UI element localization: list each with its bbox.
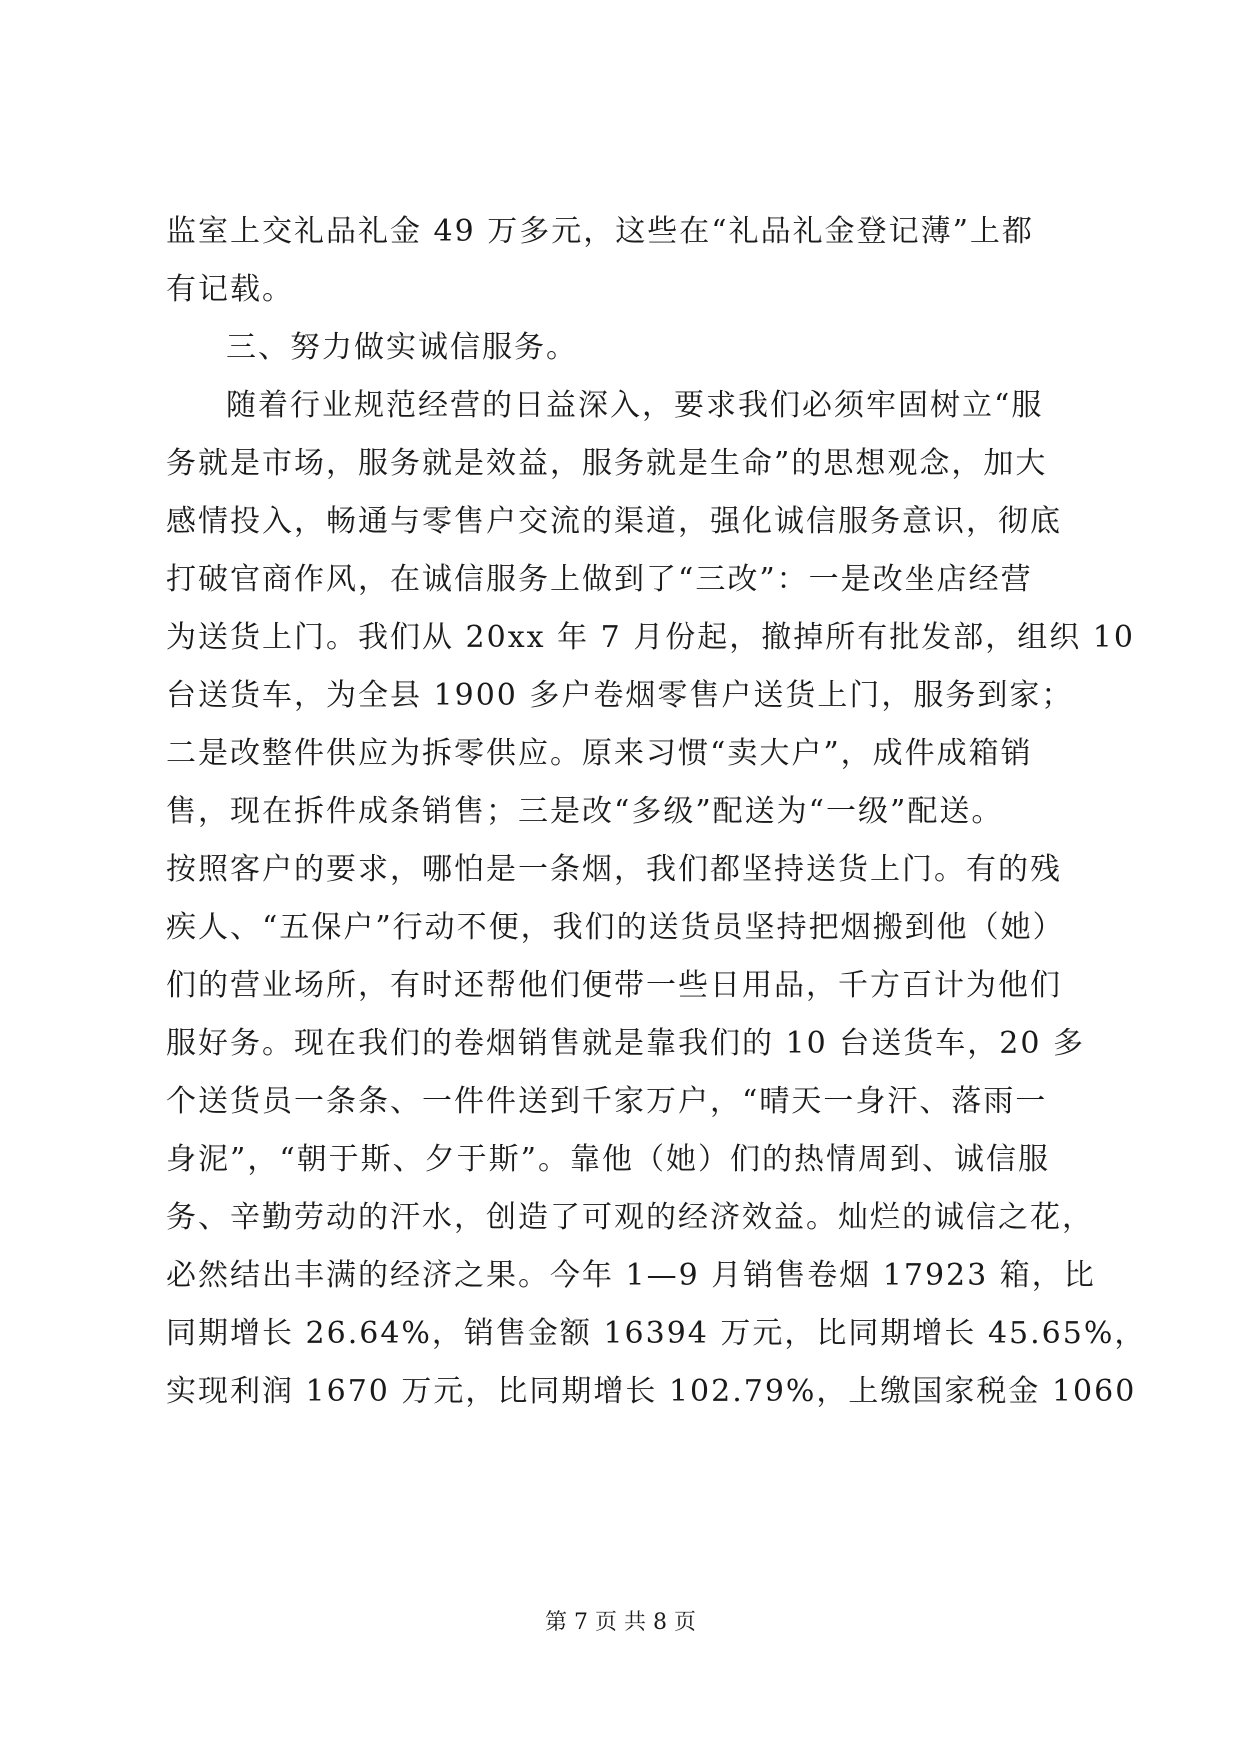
text-line: 有记载。 bbox=[166, 272, 294, 307]
text-line: 务就是市场，服务就是效益，服务就是生命”的思想观念，加大 bbox=[166, 446, 1048, 481]
text-line: 台送货车，为全县 1900 多户卷烟零售户送货上门，服务到家； bbox=[166, 678, 1074, 713]
text-line: 必然结出丰满的经济之果。今年 1—9 月销售卷烟 17923 箱，比 bbox=[166, 1258, 1096, 1293]
text-line: 疾人、“五保户”行动不便，我们的送货员坚持把烟搬到他（她） bbox=[166, 910, 1065, 945]
text-line: 实现利润 1670 万元，比同期增长 102.79%，上缴国家税金 1060 bbox=[166, 1374, 1137, 1409]
text-line: 二是改整件供应为拆零供应。原来习惯“卖大户”，成件成箱销 bbox=[166, 736, 1033, 771]
text-line: 同期增长 26.64%，销售金额 16394 万元，比同期增长 45.65%， bbox=[166, 1316, 1147, 1351]
text-line: 售，现在拆件成条销售；三是改“多级”配送为“一级”配送。 bbox=[166, 794, 1004, 829]
text-line: 打破官商作风，在诚信服务上做到了“三改”：一是改坐店经营 bbox=[166, 562, 1033, 597]
text-line: 服好务。现在我们的卷烟销售就是靠我们的 10 台送货车，20 多 bbox=[166, 1026, 1085, 1061]
paragraph-first-line: 随着行业规范经营的日益深入，要求我们必须牢固树立“服 bbox=[226, 388, 1044, 423]
text-line: 们的营业场所，有时还帮他们便带一些日用品，千方百计为他们 bbox=[166, 968, 1062, 1003]
text-line: 为送货上门。我们从 20xx 年 7 月份起，撤掉所有批发部，组织 10 bbox=[166, 620, 1135, 655]
page-footer: 第 7 页 共 8 页 bbox=[545, 1610, 696, 1635]
text-line: 感情投入，畅通与零售户交流的渠道，强化诚信服务意识，彻底 bbox=[166, 504, 1062, 539]
text-line: 按照客户的要求，哪怕是一条烟，我们都坚持送货上门。有的残 bbox=[166, 852, 1062, 887]
text-line: 身泥”，“朝于斯、夕于斯”。靠他（她）们的热情周到、诚信服 bbox=[166, 1142, 1051, 1177]
text-line: 务、辛勤劳动的汗水，创造了可观的经济效益。灿烂的诚信之花， bbox=[166, 1200, 1094, 1235]
text-line: 个送货员一条条、一件件送到千家万户，“晴天一身汗、落雨一 bbox=[166, 1084, 1048, 1119]
text-line: 监室上交礼品礼金 49 万多元，这些在“礼品礼金登记薄”上都 bbox=[166, 214, 1034, 249]
section-heading: 三、努力做实诚信服务。 bbox=[226, 330, 578, 365]
